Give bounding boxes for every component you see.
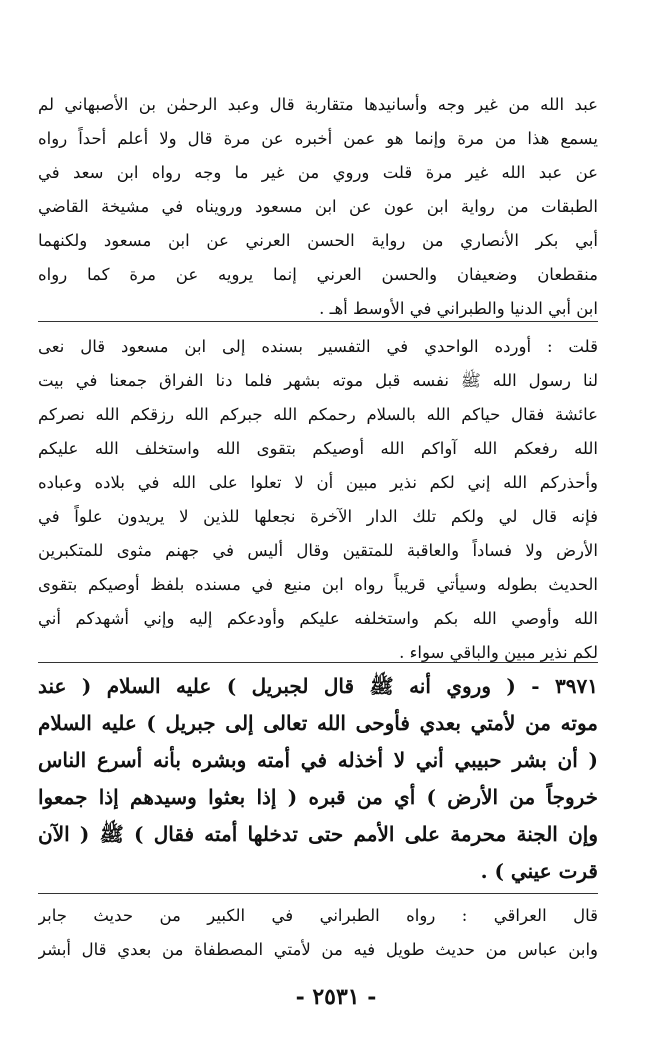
text-line: ابن أبي الدنيا والطبراني في الأوسط أهـ . xyxy=(319,299,598,318)
text-line: قرت عيني ) . xyxy=(480,859,598,883)
text-line: وابن عباس من حديث طويل فيه من لأمتي المصطفاة من بعدي قال أبشر xyxy=(38,940,598,959)
section-divider xyxy=(38,662,598,663)
text-line: وإن الجنة محرمة على الأمم حتى تدخلها أمته فقال ) ﷺ ( الآن xyxy=(38,822,598,846)
text-line: لنا رسول الله ﷺ نفسه قبل موته بشهر فلما دنا الفراق جمعنا في بيت xyxy=(38,371,598,390)
section-divider xyxy=(38,321,598,322)
text-line: فإنه قال لي ولكم تلك الدار الآخرة نجعلها للذين لا يريدون علواً في xyxy=(38,507,598,526)
text-line: الله وأوصي الله بكم واستخلفه عليكم وأودعكم إليه وإني أشهدكم أني xyxy=(38,609,598,628)
paragraph-commentary-2 xyxy=(38,330,598,670)
page-number: - ٢٥٣١ - xyxy=(295,984,377,1010)
paragraph-hadith-3971 xyxy=(38,668,598,890)
text-line: الحديث بطوله وسيأتي قريباً رواه ابن منيع في مسنده بلفظ أوصيكم بتقوى xyxy=(38,575,598,594)
text-line: موته من لأمتي بعدي فأوحى الله تعالى إلى جبريل ) عليه السلام xyxy=(38,711,598,735)
text-line: ( أن بشر حبيبي أني لا أخذله في أمته وبشره بأنه أسرع الناس xyxy=(38,748,598,772)
paragraph-commentary-3 xyxy=(38,899,598,967)
text-line: الأرض ولا فساداً والعاقبة للمتقين وقال أليس في جهنم مثوى للمتكبرين xyxy=(38,541,598,560)
text-line: أبي بكر الأنصاري من رواية الحسن العرني عن ابن مسعود ولكنهما xyxy=(38,231,598,250)
text-line: ٣٩٧١ - ( وروي أنه ﷺ قال لجبريل ) عليه السلام ( عند xyxy=(38,674,598,698)
text-line: الطبقات من رواية ابن عون عن ابن مسعود ورويناه في مشيخة القاضي xyxy=(38,197,598,216)
text-line: عبد الله من غير وجه وأسانيدها متقاربة قال وعبد الرحمٰن بن الأصبهاني لم xyxy=(38,95,598,114)
text-line: لكم نذير مبين والباقي سواء . xyxy=(399,643,598,662)
text-line: يسمع هذا من مرة وإنما هو عمن أخبره عن مرة قال ولا أعلم أحداً رواه xyxy=(38,129,598,148)
text-line: منقطعان وضعيفان والحسن العرني إنما يرويه عن مرة كما رواه xyxy=(38,265,598,284)
paragraph-commentary-1 xyxy=(38,88,598,326)
text-line: وأحذركم الله إني لكم نذير مبين أن لا تعلوا على الله في بلاده وعباده xyxy=(38,473,598,492)
text-line: قال العراقي : رواه الطبراني في الكبير من حديث جابر xyxy=(38,906,598,925)
section-divider xyxy=(38,893,598,894)
text-line: الله رفعكم الله آواكم الله أوصيكم بتقوى الله واستخلف الله عليكم xyxy=(38,439,598,458)
text-line: عن عبد الله غير مرة قلت وروي من غير ما وجه رواه ابن سعد في xyxy=(38,163,598,182)
text-line: قلت : أورده الواحدي في التفسير بسنده إلى ابن مسعود قال نعى xyxy=(38,337,598,356)
text-line: عائشة فقال حياكم الله بالسلام رحمكم الله جبركم الله رزقكم الله نصركم xyxy=(38,405,598,424)
text-line: خروجاً من الأرض ) أي من قبره ( إذا بعثوا وسيدهم إذا جمعوا xyxy=(38,785,598,809)
